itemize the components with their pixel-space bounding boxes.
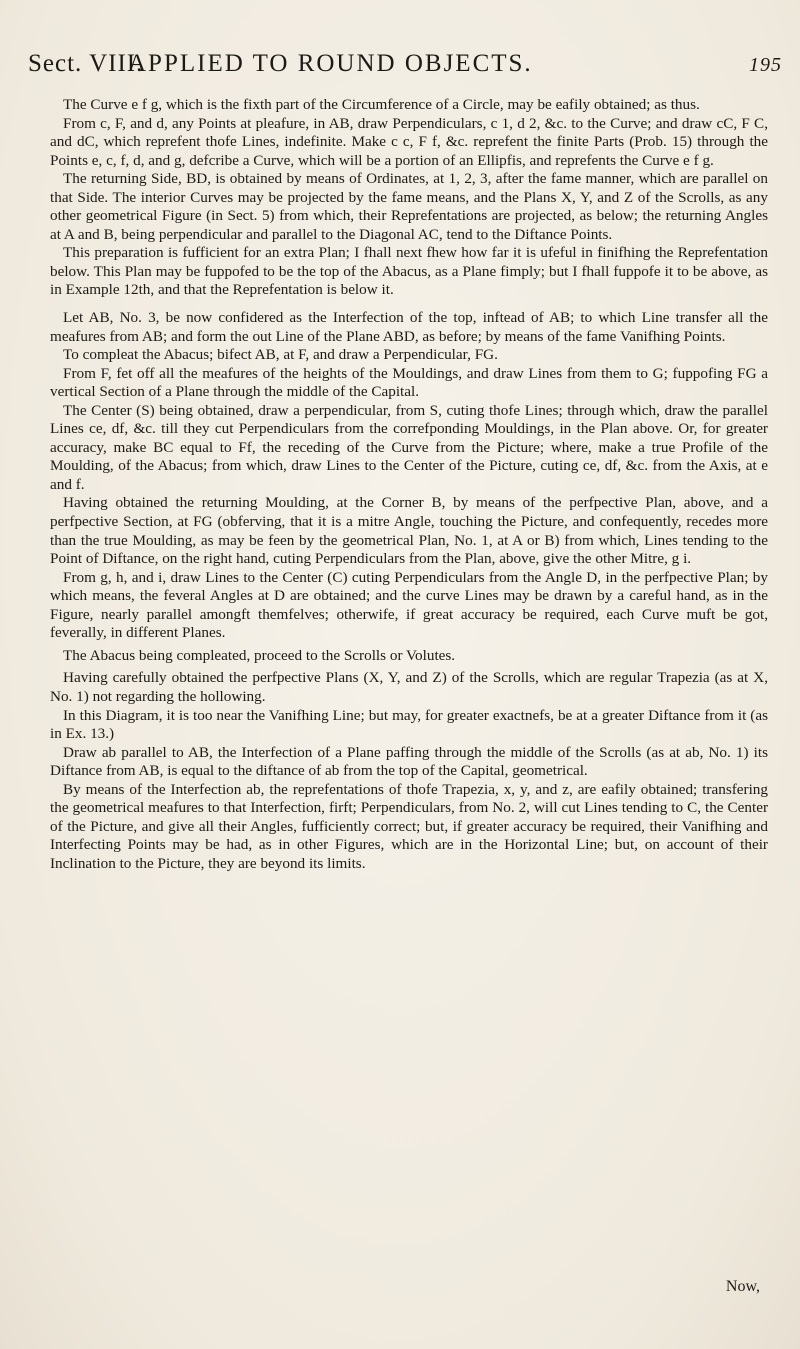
paragraph: To compleat the Abacus; bifect AB, at F, and draw a Perpendicular, FG.	[63, 346, 498, 364]
paragraph: Draw ab parallel to AB, the Interfection of a Plane paffing through the middle of the Scrolls (as at ab, No. 1) its Diftance from AB, is equal to the diftance of ab from the top of the Capital, geometrical.	[50, 743, 768, 780]
paragraph: The Abacus being compleated, proceed to the Scrolls or Volutes.	[63, 646, 456, 664]
paragraph: The returning Side, BD, is obtained by means of Ordinates, at 1, 2, 3, after the fame manner, which are parallel on that Side. The interior Curves may be projected by the fame means, and the Plans X, Y, and Z of the Scrolls, as any other geometrical Figure (in Sect. 5) from which, their Reprefentations are projected, as below; the returning Angles at A and B, being perpendicular and parallel to the Diagonal AC, tend to the Diftance Points.	[50, 170, 768, 243]
paragraph: From c, F, and d, any Points at pleafure, in AB, draw Perpendiculars, c 1, d 2, &c. to the Curve; and draw cC, F C, and dC, which reprefent thofe Lines, indefinite. Make c c, F f, &c. reprefent the finite Parts (Prob. 15) through the Points e, c, f, d, and g, defcribe a Curve, which will be a portion of an Ellipfis, and reprefents the Curve e f g.	[50, 114, 768, 169]
running-header	[28, 50, 788, 86]
paragraph: This preparation is fufficient for an extra Plan; I fhall next fhew how far it is ufeful in finifhing the Reprefentation below. This Plan may be fuppofed to be the top of the Abacus, as a Plane fimply; but I fhall fuppofe it to be above, as in Example 12th, and that the Reprefentation is below it.	[50, 244, 768, 299]
paragraph: Let AB, No. 3, be now confidered as the Interfection of the top, inftead of AB; to which Line transfer all the meafures from AB; and form the out Line of the Plane ABD, as before; by means of the fame Vanifhing Points.	[50, 309, 768, 345]
section-label: Sect. VIII.	[28, 50, 144, 77]
catchword: Now,	[725, 1278, 760, 1295]
body-text	[50, 96, 768, 873]
paragraph: The Curve e f g, which is the fixth part of the Circumference of a Circle, may be eafily obtained; as thus.	[63, 96, 700, 113]
paragraph: Having carefully obtained the perfpective Plans (X, Y, and Z) of the Scrolls, which are regular Trapezia (as at X, No. 1) not regarding the hollowing.	[50, 669, 768, 705]
paragraph: From F, fet off all the meafures of the heights of the Mouldings, and draw Lines from them to G; fuppofing FG a vertical Section of a Plane through the middle of the Capital.	[50, 364, 768, 401]
page-number: 195	[749, 54, 782, 76]
running-title: APPLIED TO ROUND OBJECTS.	[128, 50, 533, 77]
paragraph: In this Diagram, it is too near the Vanifhing Line; but may, for greater exactnefs, be at a greater Diftance from it (as in Ex. 13.)	[50, 706, 768, 743]
paragraph: From g, h, and i, draw Lines to the Center (C) cuting Perpendiculars from the Angle D, in the perfpective Plan; by which means, the feveral Angles at D are obtained; and the curve Lines may be drawn by a careful hand, as in the Figure, nearly parallel amongft themfelves; otherwife, if great accuracy be required, each Curve muft be got, feverally, in different Planes.	[50, 568, 768, 642]
paragraph: Having obtained the returning Moulding, at the Corner B, by means of the perfpective Plan, above, and a perfpective Section, at FG (obferving, that it is a mitre Angle, touching the Picture, and confequently, recedes more than the true Moulding, as may be feen by the geometrical Plan, No. 1, at A or B) from which, Lines tending to the Point of Diftance, on the right hand, cuting Perpendiculars from the Plan, above, give the other Mitre, g i.	[50, 494, 768, 568]
paragraph: By means of the Interfection ab, the reprefentations of thofe Trapezia, x, y, and z, are eafily obtained; transfering the geometrical meafures to that Interfection, firft; Perpendiculars, from No. 2, will cut Lines tending to C, the Center of the Picture, and give all their Angles, fufficiently correct; but, if greater accuracy be required, their Vanifhing and Interfecting Points may be had, as in other Figures, which are in the Horizontal Line; but, on account of their Inclination to the Picture, they are beyond its limits.	[50, 780, 768, 872]
paragraph: The Center (S) being obtained, draw a perpendicular, from S, cuting thofe Lines; through which, draw the parallel Lines ce, df, &c. till they cut Perpendiculars from the correfponding Mouldings, in the Plan above. Or, for greater accuracy, make BC equal to Ff, the receding of the Curve from the Picture; where, make a true Profile of the Moulding, of the Abacus; from which, draw Lines to the Center of the Picture, cuting ce, df, &c. from the Axis, at e and f.	[50, 401, 768, 493]
